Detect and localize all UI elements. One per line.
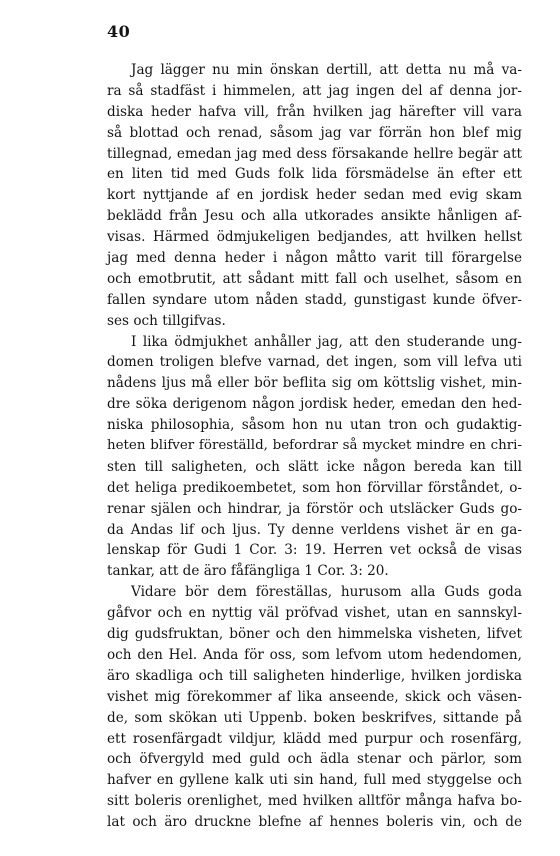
text-line: dre söka derigenom någon jordisk heder, emedan den hed- <box>107 396 522 413</box>
text-line: sten till saligheten, och slätt icke någon bereda kan till <box>107 458 522 475</box>
text-line: dig gudsfruktan, böner och den himmelska visheten, lifvet <box>107 626 522 643</box>
text-line: hafver en gyllene kalk uti sin hand, full med styggelse och <box>107 772 522 789</box>
text-line: och öfvergyld med guld och ädla stenar och pärlor, som <box>107 751 522 768</box>
text-line: visas. Härmed ödmjukeligen bedjandes, att hvilken hellst <box>107 229 522 246</box>
text-line: Jag lägger nu min önskan dertill, att detta nu må va- <box>131 62 522 78</box>
text-line: kort nyttjande af en jordisk heder sedan med evig skam <box>107 187 522 204</box>
text-line: lenskap för Gudi 1 Cor. 3: 19. Herren vet också de visas <box>107 542 522 559</box>
body-text <box>107 60 522 833</box>
text-line: ra så stadfäst i himmelen, att jag ingen del af denna jor- <box>107 82 522 99</box>
text-line: nådens ljus må eller bör beflita sig om köttslig vishet, min- <box>107 375 522 392</box>
text-line: sitt boleris orenlighet, med hvilken alltför många hafva bo- <box>107 793 522 810</box>
text-line: jag med denna heder i någon måtto varit till förargelse <box>107 250 522 267</box>
text-line: en liten tid med Guds folk lida försmädelse än efter ett <box>107 166 522 183</box>
text-line: I lika ödmjukhet anhåller jag, att den studerande ung- <box>131 333 522 350</box>
text-line: gåfvor och en nyttig väl pröfvad vishet, utan en sannskyl- <box>107 605 522 622</box>
text-line: domen troligen blefve varnad, det ingen, som vill lefva uti <box>107 354 522 371</box>
text-line: och emotbrutit, att sådant mitt fall och uselhet, såsom en <box>107 270 522 287</box>
text-line: lat och äro druckne blefne af hennes boleris vin, och de <box>107 814 522 831</box>
text-line: och den Hel. Anda för oss, som lefvom utom hedendomen, <box>107 646 522 663</box>
text-line: renar själen och hindrar, ja förstör och utsläcker Guds go- <box>107 500 522 517</box>
text-line: diska heder hafva vill, från hvilken jag härefter vill vara <box>107 103 522 120</box>
text-line: ett rosenfärgadt vildjur, klädd med purpur och rosenfärg, <box>107 730 522 747</box>
text-line: ses och tillgifvas. <box>107 312 226 329</box>
page-number: 40 <box>107 22 131 41</box>
text-line: niska philosophia, såsom hon nu utan tron och gudaktig- <box>107 417 522 434</box>
text-line: så blottad och renad, såsom jag var förrän hon blef mig <box>107 124 522 141</box>
text-line: beklädd från Jesu och alla utkorades ansikte hånligen af- <box>107 208 522 225</box>
text-line: da Andas lif och ljus. Ty denne verldens vishet är en ga- <box>107 521 522 538</box>
text-line: de, som skökan uti Uppenb. boken beskrifves, sittande på <box>107 709 522 726</box>
text-line: Vidare bör dem föreställas, hurusom alla Guds goda <box>131 584 522 601</box>
text-line: det heliga predikoembetet, som hon förvillar förståndet, o- <box>107 479 522 496</box>
text-line: tillegnad, emedan jag med dess försakande hellre begär att <box>107 145 522 162</box>
text-line: heten blifver föreställd, befordrar så mycket mindre en chri- <box>107 438 522 454</box>
text-line: tankar, att de äro fåfängliga 1 Cor. 3: 20. <box>107 563 389 580</box>
text-line: fallen syndare utom nåden stadd, gunstigast kunde öfver- <box>107 291 522 308</box>
text-line: äro skadliga och till saligheten hinderlige, hvilken jordiska <box>107 667 522 684</box>
text-line: vishet mig förekommer af lika anseende, skick och väsen- <box>107 688 522 705</box>
